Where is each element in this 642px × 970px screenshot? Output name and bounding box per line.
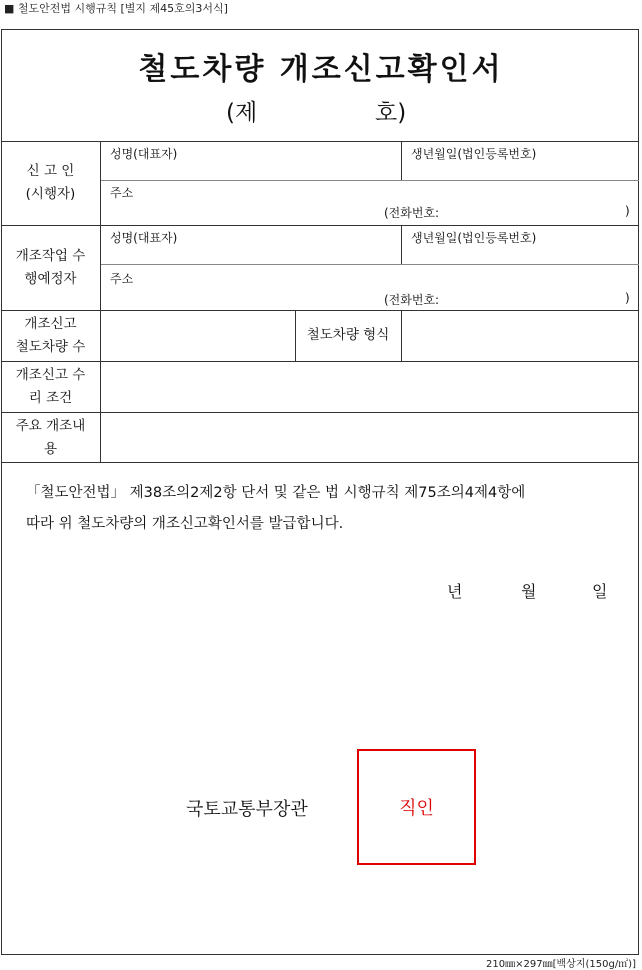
table-line	[101, 264, 639, 265]
performer-phone-label: (전화번호:	[384, 293, 440, 307]
applicant-birth-label: 생년월일(법인등록번호)	[411, 147, 537, 161]
applicant-name-label: 성명(대표자)	[110, 147, 178, 161]
applicant-phone-close: )	[625, 204, 630, 218]
performer-address-label: 주소	[110, 272, 134, 286]
form-header: ■ 철도안전법 시행규칙 [별지 제45호의3서식]	[4, 2, 228, 15]
applicant-label: 신 고 인 (시행자)	[25, 163, 76, 202]
number-open: (제	[226, 100, 258, 126]
table-line	[401, 141, 402, 180]
date-day: 일	[592, 582, 608, 601]
date-year: 년	[447, 582, 463, 601]
issuance-statement: 「철도안전법」 제38조의2제2항 단서 및 같은 법 시행규칙 제75조의4제4항에 따라 위 철도차량의 개조신고확인서를 발급합니다.	[26, 485, 526, 532]
table-line	[1, 141, 639, 142]
document-title: 철도차량 개조신고확인서	[138, 52, 504, 87]
vehicle-count-label: 개조신고 철도차량 수	[15, 316, 86, 355]
paper-spec: 210㎜×297㎜[백상지(150g/㎡)]	[486, 959, 636, 970]
modification-content-label: 주요 개조내 용	[15, 418, 86, 457]
table-line	[1, 225, 639, 226]
performer-birth-label: 생년월일(법인등록번호)	[411, 231, 537, 245]
performer-phone-close: )	[625, 291, 630, 305]
table-line	[1, 310, 639, 311]
number-close: 호)	[375, 100, 407, 126]
table-line	[100, 141, 101, 462]
signer-title: 국토교통부장관	[186, 799, 308, 820]
vehicle-model-label: 철도차량 형식	[306, 327, 390, 343]
performer-label: 개조작업 수 행예정자	[15, 248, 86, 287]
official-seal	[357, 749, 476, 865]
condition-label: 개조신고 수 리 조건	[15, 367, 86, 406]
table-line	[1, 412, 639, 413]
performer-name-label: 성명(대표자)	[110, 231, 178, 245]
seal-text: 직인	[399, 798, 434, 819]
table-line	[401, 310, 402, 361]
table-line	[1, 462, 639, 463]
date-month: 월	[521, 582, 537, 601]
applicant-address-label: 주소	[110, 186, 134, 200]
applicant-phone-label: (전화번호:	[384, 206, 440, 220]
table-line	[1, 361, 639, 362]
table-line	[101, 180, 639, 181]
table-line	[401, 225, 402, 264]
